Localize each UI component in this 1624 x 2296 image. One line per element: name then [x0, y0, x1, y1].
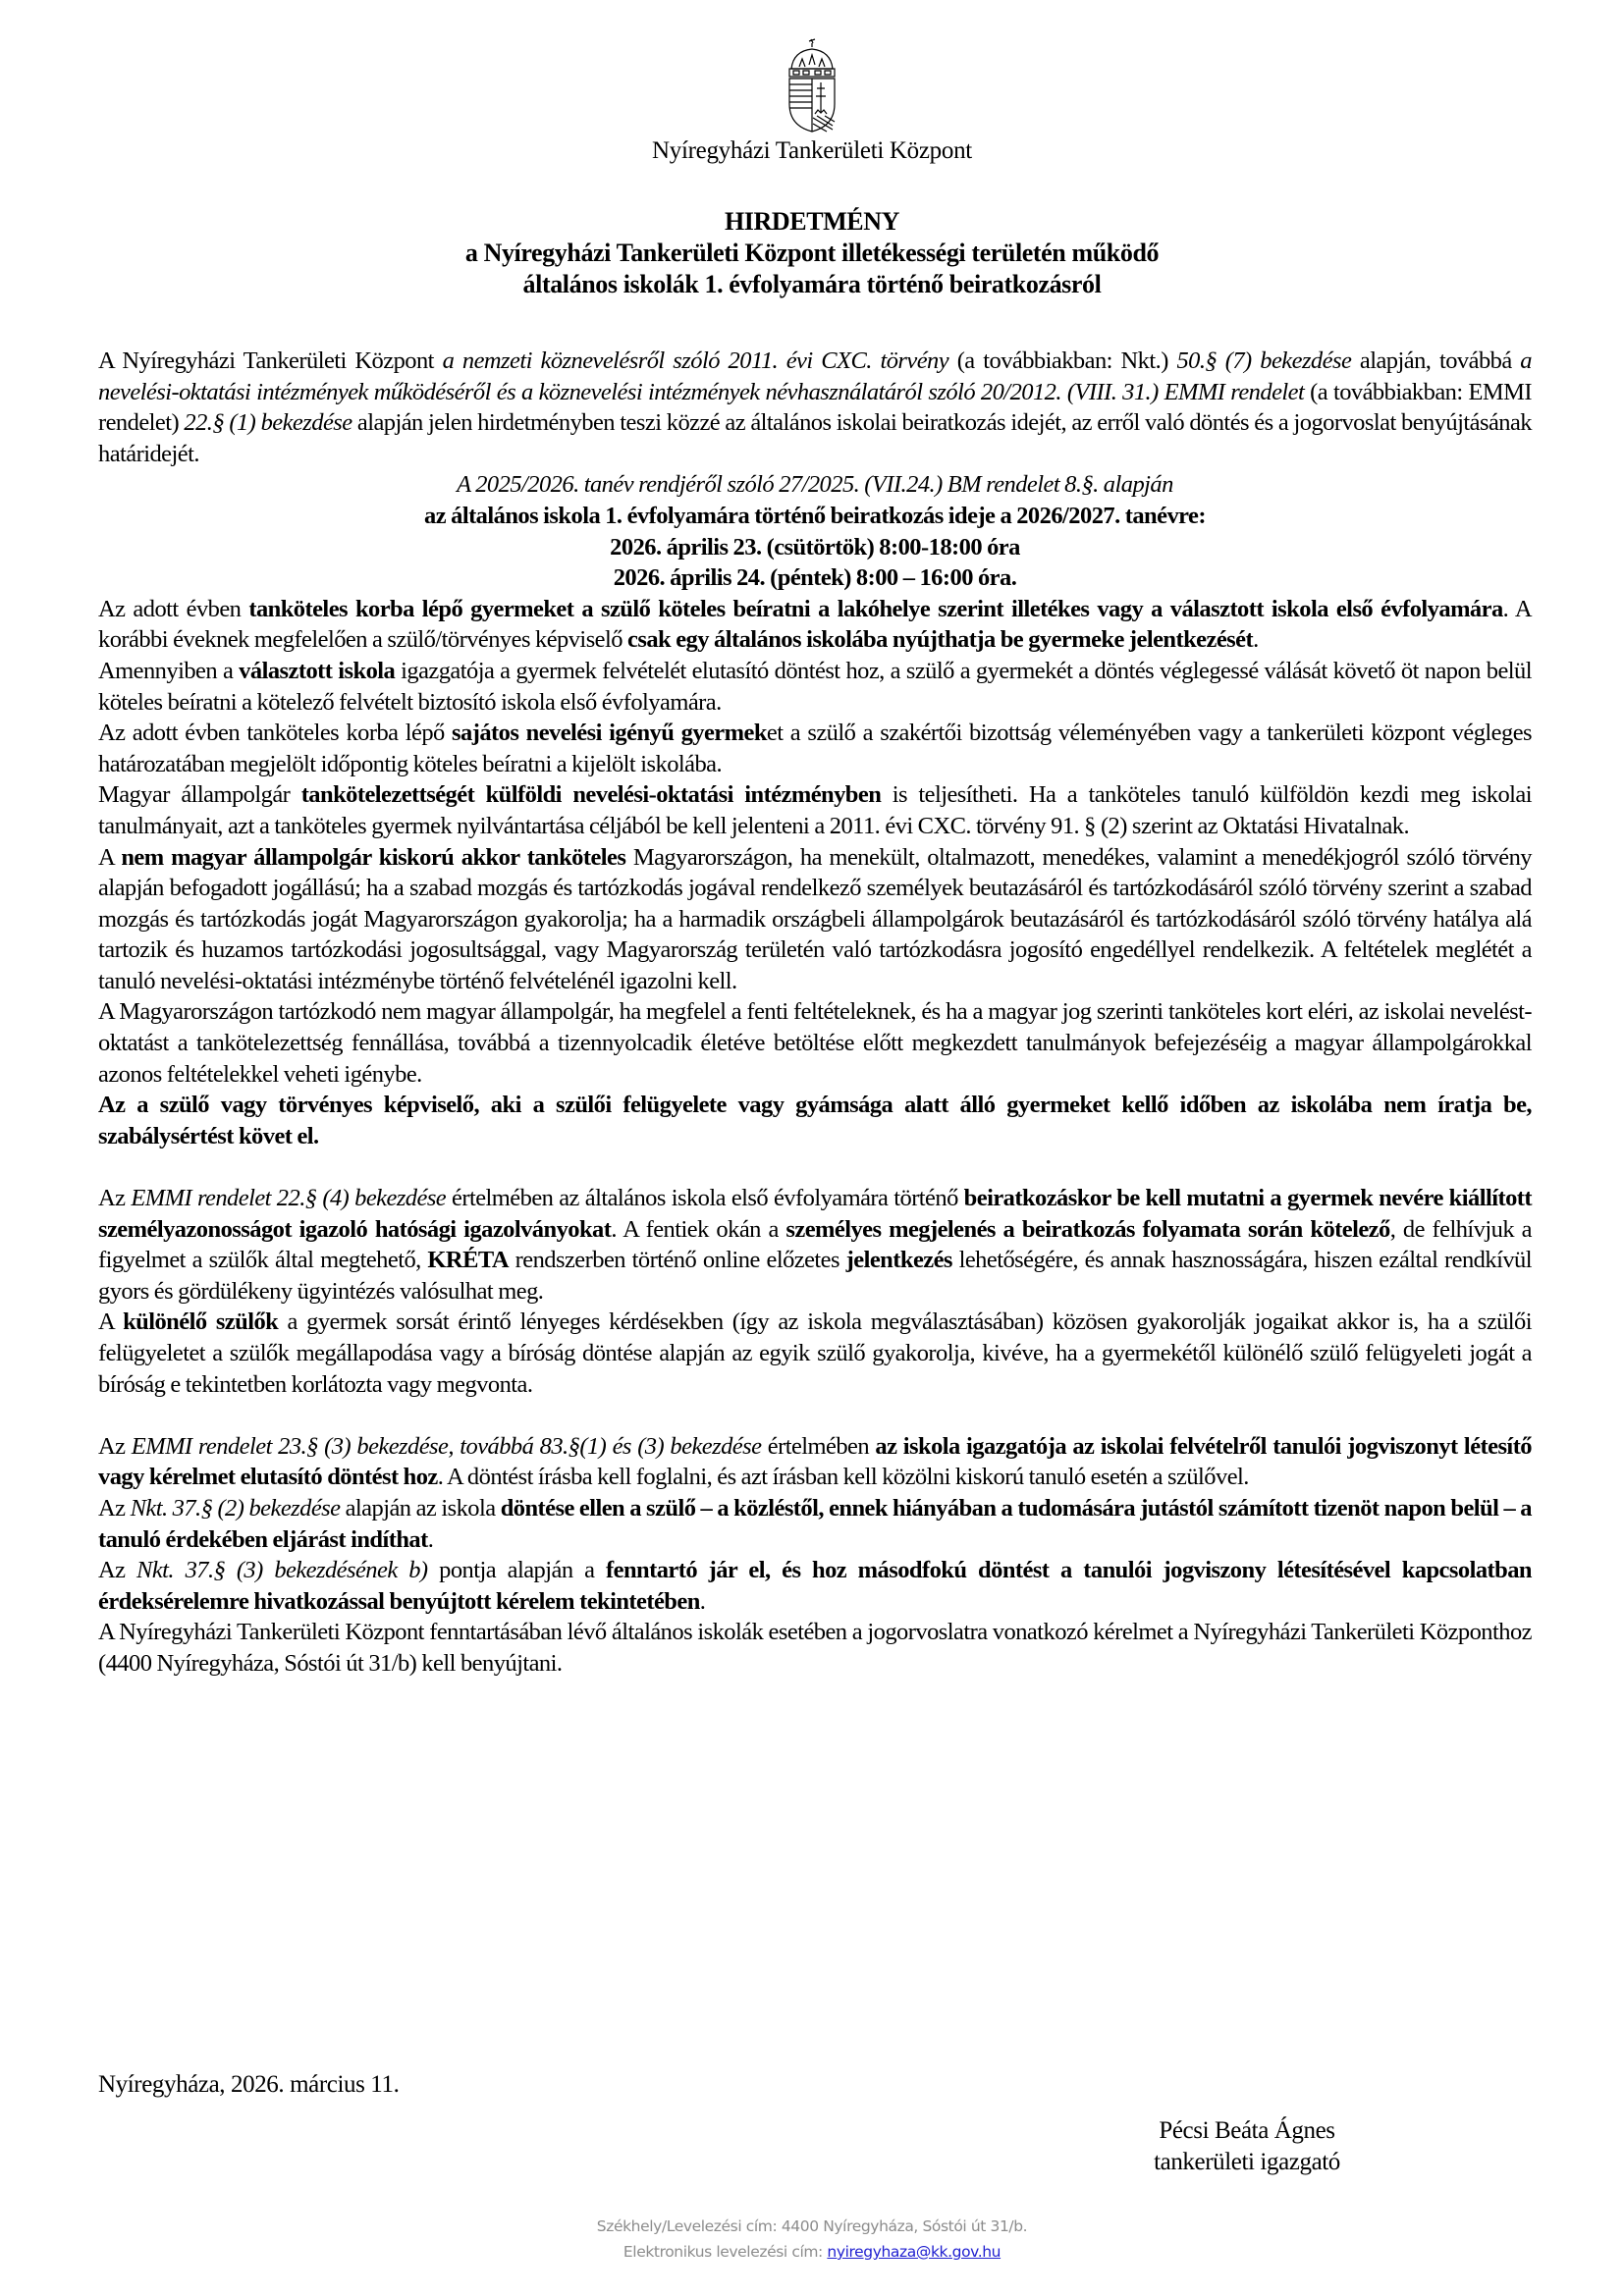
- text: . A fentiek okán a: [611, 1215, 786, 1243]
- page-footer: [0, 2214, 1624, 2265]
- signer-name: Pécsi Beáta Ágnes: [1159, 2117, 1335, 2144]
- paragraph-offence-warning: [98, 1090, 1532, 1151]
- text: értelmében az általános iskola első évfolyamára történő: [446, 1185, 964, 1212]
- law-reference: 22.§ (1) bekezdése: [184, 409, 352, 437]
- footer-email-label: Elektronikus levelezési cím:: [623, 2243, 828, 2261]
- paragraph-admission-decision: [98, 1431, 1532, 1493]
- text: lehetőségére, és annak hasznosságára, hiszen ezáltal rendkívül gyors és gördülékeny ügyintézés valósulhat meg.: [98, 1247, 1532, 1305]
- enrollment-date-2: 2026. április 24. (péntek) 8:00 – 16:00 óra.: [613, 564, 1017, 592]
- text: .: [427, 1525, 434, 1553]
- text: .: [1253, 626, 1259, 654]
- emphasis: Az a szülő vagy törvényes képviselő, aki a szülői felügyelete vagy gyámsága alatt álló gyermeket kellő időben az iskolába nem íratja be, szabálysértést követ el.: [98, 1092, 1532, 1149]
- paragraph-second-instance: [98, 1555, 1532, 1617]
- text: az általános iskola 1. évfolyamára történő beiratkozás ideje a: [424, 502, 1017, 529]
- text: pontja alapján a: [427, 1557, 607, 1584]
- title-line-2: általános iskolák 1. évfolyamára történő beiratkozásról: [522, 270, 1102, 298]
- law-reference: a nevelési-oktatási intézmények működéséről és a köznevelési intézmények névhasználatáról szóló 20/2012. (VIII. 31.) EMMI rendelet: [98, 347, 1532, 405]
- law-reference: EMMI rendelet 23.§ (3) bekezdése, továbbá 83.§(1) és (3) bekezdése: [131, 1432, 762, 1460]
- spacer: [98, 1400, 1532, 1431]
- emphasis: fenntartó jár el, és hoz másodfokú döntést a tanulói jogviszony létesítésével kapcsolatban érdeksérelemre hivatkozással benyújtott kérelem tekintetében: [98, 1557, 1532, 1615]
- title-line-1: a Nyíregyházi Tankerületi Központ illetékességi területén működő: [464, 239, 1160, 267]
- organization-name: Nyíregyházi Tankerületi Központ: [652, 137, 972, 164]
- law-reference: Nkt. 37.§ (3) bekezdésének b): [136, 1557, 428, 1584]
- text: et a szülő a szakértői bizottság véleményében vagy a tankerületi központ végleges határozatában megjelölt időpontig köteles beíratni a kijelölt iskolába.: [98, 720, 1532, 777]
- intro-paragraph: [98, 346, 1532, 469]
- text: .: [699, 1587, 706, 1615]
- law-reference: EMMI rendelet 22.§ (4) bekezdése: [131, 1185, 447, 1212]
- emphasis: tanköteles korba lépő gyermeket a szülő köteles beíratni a lakóhelye szerint illetékes vagy a választott iskola első évfolyamára: [248, 595, 1503, 622]
- footer-address: Székhely/Levelezési cím: 4400 Nyíregyháza, Sóstói út 31/b.: [596, 2217, 1028, 2235]
- text: értelmében: [761, 1432, 876, 1460]
- signature-block: [1100, 2115, 1394, 2178]
- schedule-intro: [98, 501, 1532, 532]
- paragraph-identity-documents: [98, 1183, 1532, 1307]
- emphasis: tankötelezettségét külföldi nevelési-oktatási intézményben: [300, 781, 882, 809]
- paragraph-appeal-address: A Nyíregyházi Tankerületi Központ fenntartásában lévő általános iskolák esetében a jogorvoslatra vonatkozó kérelmet a Nyíregyházi Tankerületi Központhoz (4400 Nyíregyháza, Sóstói út 31/b) kell benyújtani.: [98, 1619, 1532, 1677]
- emphasis: beiratkozáskor be kell mutatni a gyermek nevére kiállított személyazonosságot igazoló hatósági igazolványokat: [98, 1185, 1532, 1243]
- title-heading: HIRDETMÉNY: [724, 207, 899, 236]
- schedule-legal-basis: [98, 469, 1532, 501]
- text: Az: [98, 1557, 137, 1584]
- place-and-date: Nyíregyháza, 2026. március 11.: [98, 2071, 400, 2098]
- text: . A döntést írásba kell foglalni, és azt írásban kell közölni kiskorú tanuló esetén a szülővel.: [437, 1464, 1249, 1491]
- text: igazgatója a gyermek felvételét elutasító döntést hoz, a szülő a gyermekét a döntés véglegessé válását követő öt napon belül köteles beíratni a kötelező felvételt biztosító iskola első évfolyamára.: [98, 657, 1532, 716]
- text: Az adott évben: [98, 595, 249, 622]
- emphasis: sajátos nevelési igényű gyermek: [452, 720, 767, 747]
- text: Az: [98, 1432, 132, 1460]
- paragraph-rejection: [98, 656, 1532, 718]
- text: alapján az iskola: [340, 1494, 501, 1522]
- paragraph-special-needs: [98, 718, 1532, 779]
- paragraph-foreign-nationals: [98, 842, 1532, 997]
- text: Magyarországon, ha menekült, oltalmazott, menedékes, valamint a menedékjogról szóló törvény alapján befogadott jogállású; ha a szabad mozgás és tartózkodás jogával rendelkező személyek beutazásáról és tartózkodásáról szóló törvény szerint a szabad mozgás és tartózkodás jogát Magyarországon gyakorolja; ha a harmadik országbeli állampolgárok beutazásáról és tartózkodásáról szóló törvény hatálya alá tartozik és huzamos tartózkodási jogosultsággal, vagy Magyarország területén való tartózkodásra jogosító engedéllyel rendelkezik. A feltételek meglétét a tanuló nevelési-oktatási intézménybe történő felvételénél igazolni kell.: [98, 843, 1532, 994]
- text: alapján, továbbá: [1351, 347, 1521, 374]
- text: is teljesítheti. Ha a tanköteles tanuló külföldön kezdi meg iskolai tanulmányait, azt a tanköteles gyermek nyilvántartása céljából be kell jelenteni a 2011. évi CXC. törvény 91. § (2) szerint az Oktatási Hivatalnak.: [98, 781, 1532, 839]
- schedule-day-1: [98, 532, 1532, 563]
- emphasis: KRÉTA: [427, 1247, 509, 1274]
- text: A Nyíregyházi Tankerületi Központ: [98, 347, 443, 374]
- document-body: [98, 346, 1532, 1680]
- emphasis: választott iskola: [239, 657, 396, 684]
- text: A: [98, 1308, 124, 1336]
- emphasis: csak egy általános iskolába nyújthatja be gyermeke jelentkezését: [627, 626, 1254, 654]
- emphasis: az iskola igazgatója az iskolai felvételről tanulói jogviszonyt létesítő vagy kérelmet elutasító döntést hoz: [98, 1432, 1532, 1491]
- document-title: [0, 206, 1624, 300]
- emphasis: különélő szülők: [123, 1308, 279, 1336]
- law-reference: a nemzeti köznevelésről szóló 2011. évi CXC. törvény: [442, 347, 949, 374]
- paragraph-foreign-residents: A Magyarországon tartózkodó nem magyar állampolgár, ha megfelel a fenti feltételeknek, és ha a magyar jog szerinti tanköteles kort eléri, az iskolai nevelést-oktatást a tankötelezettség fennállása, továbbá a tizennyolcadik életéve betöltése előtt megkezdett tanulmányok befejezéséig a magyar állampolgárokkal azonos feltételekkel veheti igénybe.: [98, 998, 1532, 1088]
- text: . A korábbi éveknek megfelelően a szülő/törvényes képviselő: [98, 595, 1532, 654]
- coat-of-arms-icon: [785, 37, 839, 133]
- emphasis: személyes megjelenés a beiratkozás folyamata során kötelező: [785, 1215, 1390, 1243]
- email-link[interactable]: nyiregyhaza@kk.gov.hu: [827, 2243, 1001, 2261]
- signer-title: tankerületi igazgató: [1154, 2149, 1340, 2175]
- paragraph-appeal: [98, 1493, 1532, 1555]
- spacer: [98, 1151, 1532, 1183]
- paragraph-abroad: [98, 779, 1532, 841]
- text: Az: [98, 1494, 131, 1522]
- text: a gyermek sorsát érintő lényeges kérdésekben (így az iskola megválasztásában) közösen gyakorolják jogaikat akkor is, ha a szülői felügyeletet a szülők megállapodása vagy a bíróság döntése alapján az egyik szülő gyakorolja, kivéve, ha a gyermekétől különélő szülő felügyeleti jogát a bíróság e tekintetben korlátozta vagy megvonta.: [98, 1308, 1532, 1398]
- text: Az adott évben tanköteles korba lépő: [98, 720, 453, 747]
- text: A: [98, 843, 122, 871]
- text: Magyar állampolgár: [98, 781, 301, 809]
- footer-email-line: [0, 2239, 1624, 2265]
- text: tanévre:: [1119, 502, 1206, 529]
- text: (a továbbiakban: Nkt.): [948, 347, 1177, 374]
- law-reference: Nkt. 37.§ (2) bekezdése: [130, 1494, 341, 1522]
- law-reference: 50.§ (7) bekezdése: [1176, 347, 1352, 374]
- enrollment-date-1: 2026. április 23. (csütörtök) 8:00-18:00 óra: [610, 533, 1020, 561]
- text: alapján jelen hirdetményben teszi közzé az általános iskolai beiratkozás idejét, az erről való döntés és a jogorvoslat benyújtásának határidejét.: [98, 409, 1532, 467]
- schedule-day-2: [98, 562, 1532, 594]
- emphasis: nem magyar állampolgár kiskorú akkor tanköteles: [121, 843, 626, 871]
- emphasis: jelentkezés: [845, 1247, 952, 1274]
- text: (a továbbiakban: EMMI rendelet): [98, 378, 1532, 437]
- text: , de felhívjuk a figyelmet a szülők által megtehető,: [98, 1215, 1532, 1274]
- text: Amennyiben a: [98, 657, 240, 684]
- law-reference: A 2025/2026. tanév rendjéről szóló 27/2025. (VII.24.) BM rendelet 8.§. alapján: [457, 471, 1173, 499]
- paragraph-compulsory-enrollment: [98, 594, 1532, 656]
- school-year: 2026/2027.: [1016, 502, 1120, 529]
- emphasis: döntése ellen a szülő – a közléstől, ennek hiányában a tudomására jutástól számított tizenöt napon belül – a tanuló érdekében eljárást indíthat: [98, 1494, 1532, 1553]
- paragraph-separated-parents: [98, 1307, 1532, 1400]
- text: Az: [98, 1185, 132, 1212]
- text: rendszerben történő online előzetes: [508, 1247, 846, 1274]
